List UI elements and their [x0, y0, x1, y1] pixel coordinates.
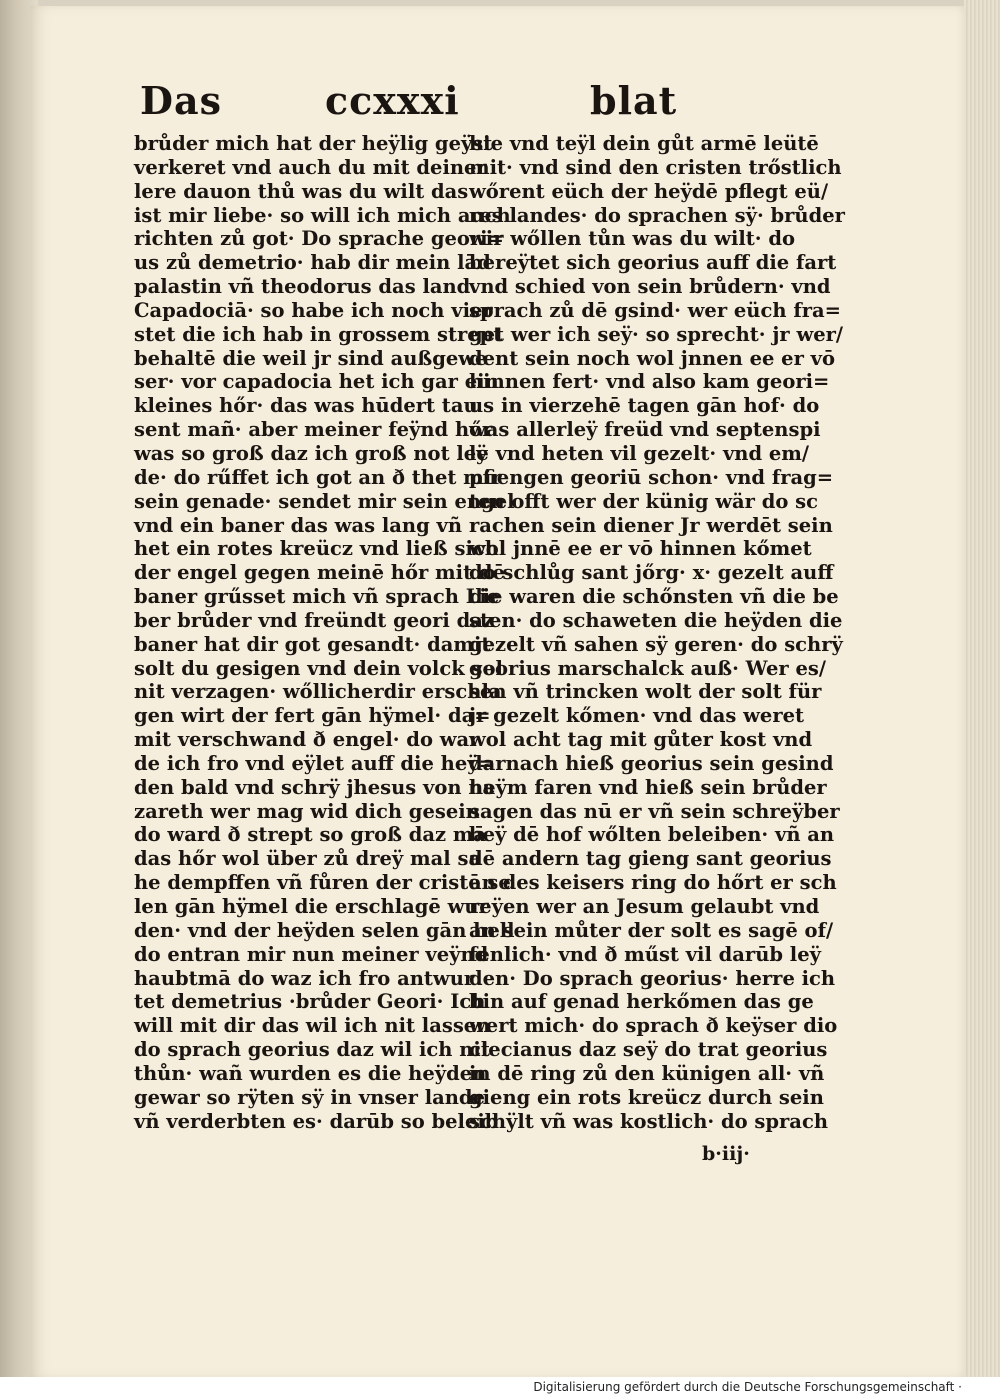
- text-line: stet die ich hab in grossem strept: [134, 322, 503, 346]
- text-line: behaltē die weil jr sind außgewe: [134, 346, 488, 370]
- text-line: bereÿtet sich georius auff die fart: [469, 251, 837, 275]
- text-line: haubtmā do waz ich fro antwur: [134, 966, 475, 990]
- text-line: ist mir liebe· so will ich mich auch: [134, 203, 511, 227]
- text-line: ten offt wer der künig wär do sc: [469, 489, 819, 513]
- text-line: gewar so rÿten sÿ in vnser lande: [134, 1085, 485, 1109]
- header-left: Das: [140, 78, 222, 123]
- text-line: de· do rűffet ich got an ð thet mir: [134, 465, 502, 489]
- text-line: nit verzagen· wőllicherdir erschla: [134, 680, 502, 704]
- signature-mark: b·iij·: [702, 1143, 750, 1165]
- text-line: zareth wer mag wid dich gesein: [134, 799, 480, 823]
- text-line: mit· vnd sind den cristen trőstlich: [469, 155, 842, 179]
- text-line: den bald vnd schrÿ jhesus von na: [134, 775, 496, 799]
- text-line: an des keisers ring do hőrt er sch: [469, 871, 837, 895]
- text-line: solt du gesigen vnd dein volck sol: [134, 656, 503, 680]
- funding-notice: Digitalisierung gefördert durch die Deutsche Forschungsgemeinschaft ·: [533, 1380, 962, 1394]
- text-line: verkeret vnd auch du mit deiner: [134, 155, 487, 179]
- text-line: beÿ dē hof wőlten beleiben· vñ an: [469, 823, 835, 847]
- text-line: us in vierzehē tagen gān hof· do: [469, 394, 820, 418]
- text-line: dē andern tag gieng sant georius: [469, 847, 832, 871]
- text-line: us zů demetrio· hab dir mein lād: [134, 251, 491, 275]
- text-line: le vnd heten vil gezelt· vnd em/: [469, 441, 810, 465]
- text-line: Capadociā· so habe ich noch vier: [134, 298, 493, 322]
- text-line: der engel gegen meinē hőr mit dē: [134, 561, 505, 585]
- text-line: wol jnnē ee er vō hinnen kőmet: [469, 537, 812, 561]
- text-line: de ich fro vnd eÿlet auff die heÿ=: [134, 751, 495, 775]
- text-line: vñ verderbten es· darūb so beleib: [134, 1109, 499, 1133]
- text-line: get wer ich seÿ· so sprecht· jr wer/: [469, 322, 844, 346]
- header-right: blat: [590, 78, 678, 123]
- text-line: den· Do sprach georius· herre ich: [469, 966, 836, 990]
- text-line: was allerleÿ freüd vnd septenspi: [469, 418, 821, 442]
- text-line: do sprach georius daz wil ich nit: [134, 1038, 490, 1062]
- text-line: do entran mir nun meiner veÿnd: [134, 942, 489, 966]
- text-line: baner hat dir got gesandt· damit: [134, 632, 491, 656]
- text-line: pfiengen georiū schon· vnd frag=: [469, 465, 834, 489]
- text-line: tet demetrius ·brůder Geori· Ich: [134, 990, 486, 1014]
- text-line: sagen das nū er vñ sein schreÿber: [469, 799, 840, 823]
- text-line: heÿm faren vnd hieß sein brůder: [469, 775, 827, 799]
- text-line: het ein rotes kreücz vnd ließ sich: [134, 537, 499, 561]
- text-line: die waren die schőnsten vñ die be: [469, 585, 839, 609]
- text-line: he dempffen vñ fůren der cristē se: [134, 871, 511, 895]
- text-line: thůn· wañ wurden es die heÿden: [134, 1061, 487, 1085]
- text-line: richten zů got· Do sprache geori=: [134, 227, 504, 251]
- text-line: baner grűsset mich vñ sprach Lie: [134, 585, 500, 609]
- text-line: gieng ein rots kreücz durch sein: [469, 1085, 824, 1109]
- text-line: brůder mich hat der heÿlig geÿst: [134, 132, 493, 155]
- text-line: schÿlt vñ was kostlich· do sprach: [469, 1109, 828, 1133]
- text-line: vnd schied von sein brůdern· vnd: [469, 275, 831, 299]
- text-line: was so groß daz ich groß not leÿ: [134, 441, 488, 465]
- text-line: sent mañ· aber meiner feÿnd hőr: [134, 418, 493, 442]
- text-line: sen vñ trincken wolt der solt für: [469, 680, 822, 704]
- dfg-logo: [966, 1380, 994, 1395]
- text-line: palastin vñ theodorus das land: [134, 275, 471, 299]
- text-line: den· vnd der heÿden selen gān hell: [134, 918, 515, 942]
- text-line: clecianus daz seÿ do trat georius: [469, 1038, 828, 1062]
- header-folio-number: ccxxxi: [325, 78, 460, 123]
- text-line: jr gezelt kőmen· vnd das weret: [469, 704, 805, 728]
- text-column-left: [134, 132, 515, 1133]
- text-line: ser· vor capadocia het ich gar ein: [134, 370, 499, 394]
- text-line: res landes· do sprachen sÿ· brůder: [469, 203, 845, 227]
- text-line: mit verschwand ð engel· do war: [134, 728, 480, 752]
- text-line: gezelt vñ sahen sÿ geren· do schrÿ: [469, 632, 843, 656]
- text-line: wert mich· do sprach ð keÿser dio: [469, 1014, 838, 1038]
- text-line: sten· do schaweten die heÿden die: [469, 608, 843, 632]
- text-line: sprach zů dē gsind· wer eüch fra=: [469, 298, 841, 322]
- text-line: georius marschalck auß· Wer es/: [469, 656, 826, 680]
- page-header: [140, 78, 678, 128]
- text-line: wir wőllen tůn was du wilt· do: [469, 227, 796, 251]
- text-line: will mit dir das wil ich nit lassen: [134, 1014, 491, 1038]
- text-line: dent sein noch wol jnnen ee er vō: [469, 346, 835, 370]
- text-line: hinnen fert· vnd also kam geori=: [469, 370, 830, 394]
- text-column-right: [469, 132, 845, 1133]
- text-line: do ward ð strept so groß daz mā: [134, 823, 487, 847]
- text-line: sein genade· sendet mir sein engel: [134, 489, 515, 513]
- text-line: ber brůder vnd freündt geori daz: [134, 608, 494, 632]
- text-line: reÿen wer an Jesum gelaubt vnd: [469, 895, 820, 918]
- text-line: wőrent eüch der heÿdē pflegt eü/: [469, 179, 829, 203]
- page-stack-edge: [964, 0, 1000, 1399]
- text-line: das hőr wol über zů dreÿ mal sa: [134, 847, 482, 871]
- footer-bar: [0, 1377, 1000, 1399]
- text-line: kleines hőr· das was hūdert tau: [134, 394, 478, 418]
- text-line: len gān hÿmel die erschlagē wur: [134, 895, 489, 918]
- text-line: do schlůg sant jőrg· x· gezelt auff: [469, 561, 834, 585]
- text-line: darnach hieß georius sein gesind: [469, 751, 834, 775]
- text-line: hie vnd teÿl dein gůt armē leütē: [469, 132, 819, 155]
- text-line: vnd ein baner das was lang vñ: [134, 513, 463, 537]
- text-line: in dē ring zů den künigen all· vñ: [469, 1061, 825, 1085]
- text-line: gen wirt der fert gān hÿmel· da=: [134, 704, 491, 728]
- text-line: an sein můter der solt es sagē of/: [469, 918, 834, 942]
- text-line: rachen sein diener Jr werdēt sein: [469, 513, 833, 537]
- text-line: lere dauon thů was du wilt das: [134, 179, 469, 203]
- text-line: wol acht tag mit gůter kost vnd: [469, 728, 813, 752]
- text-line: bin auf genad herkőmen das ge: [469, 990, 814, 1014]
- text-line: fenlich· vnd ð műst vil darūb leÿ: [469, 942, 821, 966]
